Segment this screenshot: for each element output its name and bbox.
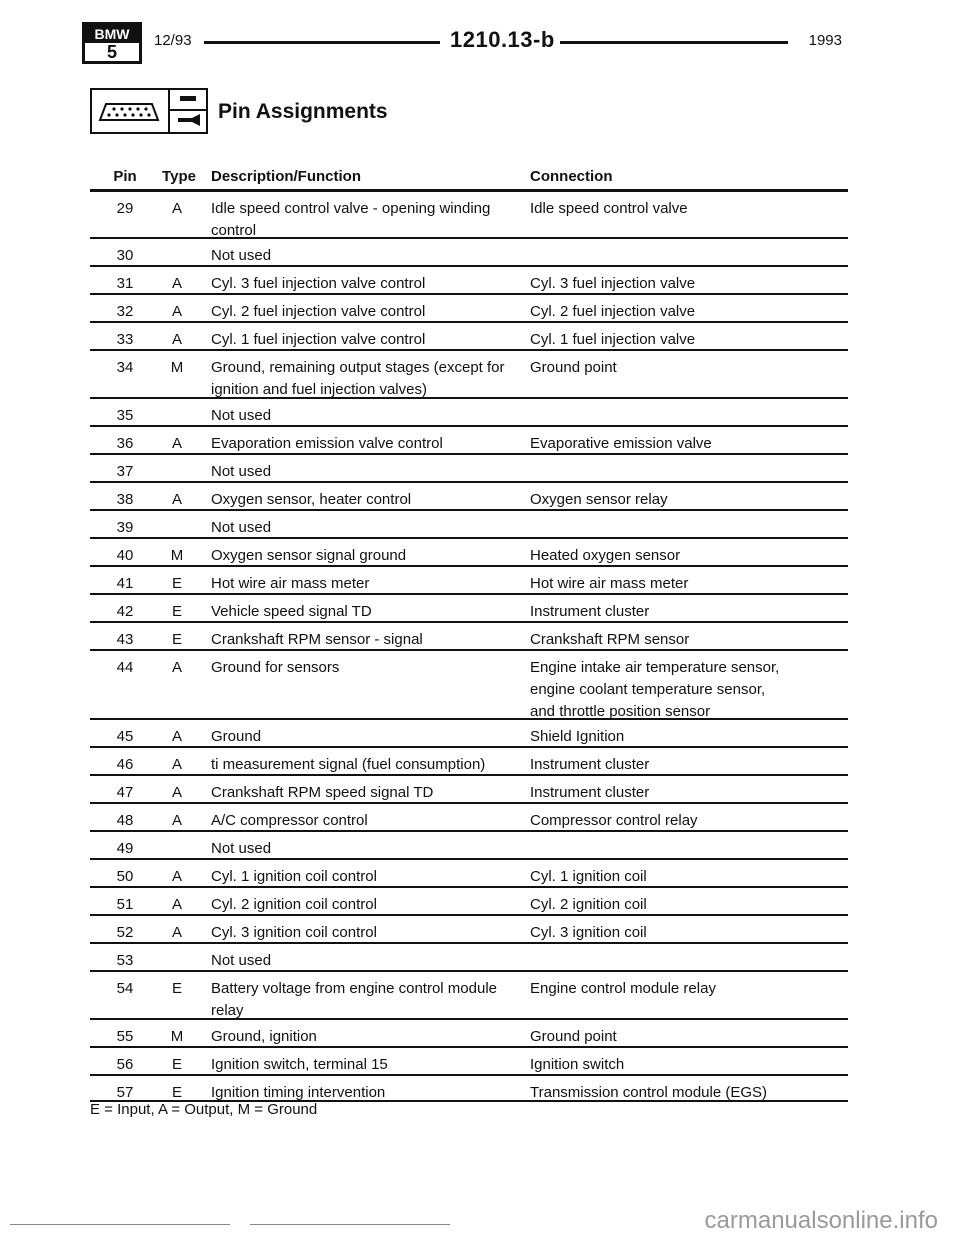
pin-number: 50	[116, 868, 134, 885]
table-row	[90, 802, 848, 830]
connection-line: Instrument cluster	[530, 603, 650, 620]
pin-type: M	[170, 359, 184, 376]
pin-description	[211, 1054, 521, 1076]
description-line: Battery voltage from engine control module	[211, 980, 497, 997]
scan-artifact	[250, 1224, 450, 1225]
table-row	[90, 1074, 848, 1102]
column-header-type: Type	[162, 168, 196, 185]
pin-type: A	[171, 784, 182, 801]
pin-description	[211, 601, 521, 623]
description-line: Not used	[211, 247, 272, 264]
pin-number: 33	[116, 331, 134, 348]
pin-number: 56	[116, 1056, 134, 1073]
pin-type: A	[171, 303, 182, 320]
header-date: 12/93	[154, 32, 192, 49]
table-row	[90, 858, 848, 886]
description-line: Ground, remaining output stages (except for	[211, 359, 505, 376]
pin-number: 47	[116, 784, 134, 801]
table-row	[90, 942, 848, 970]
pin-number: 45	[116, 728, 134, 745]
description-line: Ignition switch, terminal 15	[211, 1056, 388, 1073]
logo-brand: BMW	[85, 25, 139, 43]
pin-number: 51	[116, 896, 134, 913]
table-row	[90, 509, 848, 537]
pin-number: 38	[116, 491, 134, 508]
table-row	[90, 746, 848, 774]
description-line: Ignition timing intervention	[211, 1084, 386, 1101]
pin-description	[211, 517, 521, 539]
connection-line: Engine intake air temperature sensor,	[530, 659, 780, 676]
pin-description	[211, 866, 521, 888]
table-row	[90, 265, 848, 293]
pin-connection	[530, 329, 848, 351]
pin-connection	[530, 1082, 848, 1104]
description-line: Hot wire air mass meter	[211, 575, 370, 592]
logo-series: 5	[106, 42, 117, 62]
table-row	[90, 237, 848, 265]
table-row	[90, 481, 848, 509]
pin-number: 36	[116, 435, 134, 452]
connection-line: engine coolant temperature sensor,	[530, 681, 766, 698]
description-line: Cyl. 1 ignition coil control	[211, 868, 377, 885]
pin-description	[211, 978, 521, 1022]
pin-connection	[530, 978, 848, 1000]
pin-connection	[530, 922, 848, 944]
pin-description	[211, 245, 521, 267]
description-line: Ground	[211, 728, 262, 745]
pin-assignment-table	[90, 189, 848, 1102]
pin-description	[211, 461, 521, 483]
pin-description	[211, 894, 521, 916]
connection-line: Oxygen sensor relay	[530, 491, 668, 508]
connection-line: Crankshaft RPM sensor	[530, 631, 690, 648]
connection-line: Evaporative emission valve	[530, 435, 712, 452]
pin-connection	[530, 433, 848, 455]
pin-description	[211, 573, 521, 595]
pin-description	[211, 545, 521, 567]
pin-connection	[530, 754, 848, 776]
column-header-connection: Connection	[530, 168, 613, 185]
pin-number: 46	[116, 756, 134, 773]
pin-connection	[530, 573, 848, 595]
description-line: Crankshaft RPM sensor - signal	[211, 631, 423, 648]
pin-connection	[530, 657, 848, 723]
pin-description	[211, 922, 521, 944]
connection-line: Instrument cluster	[530, 784, 650, 801]
pin-number: 34	[116, 359, 134, 376]
pin-description	[211, 433, 521, 455]
pin-type: A	[171, 924, 182, 941]
bmw-5-series-logo	[82, 22, 142, 64]
document-code: 1210.13-b	[450, 27, 555, 52]
table-row	[90, 970, 848, 1018]
pin-type: E	[171, 575, 182, 592]
pin-connection	[530, 866, 848, 888]
column-header-pin: Pin	[113, 168, 137, 185]
table-row	[90, 1046, 848, 1074]
connection-line: Transmission control module (EGS)	[530, 1084, 768, 1101]
connection-line: Cyl. 1 fuel injection valve	[530, 331, 696, 348]
description-line: Oxygen sensor signal ground	[211, 547, 407, 564]
pin-type: M	[170, 547, 184, 564]
description-line: Not used	[211, 952, 272, 969]
table-row	[90, 397, 848, 425]
pin-connection	[530, 810, 848, 832]
connection-line: Ground point	[530, 1028, 617, 1045]
description-line: Not used	[211, 407, 272, 424]
pin-description	[211, 950, 521, 972]
description-line: Cyl. 3 ignition coil control	[211, 924, 377, 941]
table-row	[90, 593, 848, 621]
pin-description	[211, 726, 521, 748]
description-line: Not used	[211, 463, 272, 480]
pin-description	[211, 1026, 521, 1048]
pin-type: M	[170, 1028, 184, 1045]
description-line: A/C compressor control	[211, 812, 368, 829]
description-line: Cyl. 3 fuel injection valve control	[211, 275, 426, 292]
connection-line: Heated oxygen sensor	[530, 547, 681, 564]
description-line: ti measurement signal (fuel consumption)	[211, 756, 486, 773]
pin-connection	[530, 489, 848, 511]
pin-number: 57	[116, 1084, 134, 1101]
description-line: Ground, ignition	[211, 1028, 317, 1045]
pin-connection	[530, 1026, 848, 1048]
description-line: Crankshaft RPM speed signal TD	[211, 784, 434, 801]
connection-line: and throttle position sensor	[530, 703, 711, 720]
pin-type: A	[171, 812, 182, 829]
header-year: 1993	[808, 32, 842, 49]
pin-description	[211, 301, 521, 323]
description-line: control	[211, 222, 257, 239]
connection-line: Idle speed control valve	[530, 200, 688, 217]
pin-description	[211, 810, 521, 832]
table-row	[90, 321, 848, 349]
section-title: Pin Assignments	[218, 100, 388, 123]
pin-type: A	[171, 896, 182, 913]
pin-number: 31	[116, 275, 134, 292]
pin-description	[211, 273, 521, 295]
table-row	[90, 565, 848, 593]
pin-type: E	[171, 980, 182, 997]
table-row	[90, 830, 848, 858]
pin-connection	[530, 357, 848, 379]
pin-type: E	[171, 631, 182, 648]
pin-description	[211, 754, 521, 776]
description-line: Oxygen sensor, heater control	[211, 491, 412, 508]
pin-connection	[530, 198, 848, 220]
pin-description	[211, 782, 521, 804]
pin-connection	[530, 726, 848, 748]
pin-type: E	[171, 1056, 182, 1073]
table-row	[90, 349, 848, 397]
pin-type: E	[171, 1084, 182, 1101]
scan-artifact	[10, 1224, 230, 1225]
pin-number: 42	[116, 603, 134, 620]
pin-type: E	[171, 603, 182, 620]
connector-icon	[90, 88, 170, 134]
connection-line: Cyl. 3 ignition coil	[530, 924, 647, 941]
pin-description	[211, 405, 521, 427]
pin-number: 40	[116, 547, 134, 564]
connection-line: Instrument cluster	[530, 756, 650, 773]
pin-description	[211, 329, 521, 351]
pin-connection	[530, 1054, 848, 1076]
column-header-description: Description/Function	[211, 168, 361, 185]
table-row	[90, 621, 848, 649]
pin-description	[211, 657, 521, 679]
connection-line: Compressor control relay	[530, 812, 698, 829]
connection-line: Cyl. 2 ignition coil	[530, 896, 647, 913]
description-line: Idle speed control valve - opening winding	[211, 200, 491, 217]
connection-line: Engine control module relay	[530, 980, 716, 997]
pin-description	[211, 838, 521, 860]
description-line: relay	[211, 1002, 244, 1019]
table-row	[90, 1018, 848, 1046]
pin-description	[211, 357, 521, 401]
pin-number: 48	[116, 812, 134, 829]
pin-type: A	[171, 200, 182, 217]
pin-type: A	[171, 756, 182, 773]
pin-type: A	[171, 728, 182, 745]
pin-connection	[530, 782, 848, 804]
connection-line: Cyl. 1 ignition coil	[530, 868, 647, 885]
pin-number: 53	[116, 952, 134, 969]
pin-description	[211, 489, 521, 511]
description-line: Evaporation emission valve control	[211, 435, 443, 452]
pin-connection	[530, 601, 848, 623]
ground-pin-icon	[168, 88, 208, 134]
pin-number: 44	[116, 659, 134, 676]
pin-number: 54	[116, 980, 134, 997]
pin-number: 52	[116, 924, 134, 941]
pin-number: 37	[116, 463, 134, 480]
pin-connection	[530, 545, 848, 567]
pin-type: A	[171, 275, 182, 292]
pin-number: 39	[116, 519, 134, 536]
pin-connection	[530, 301, 848, 323]
pin-number: 49	[116, 840, 134, 857]
pin-number: 55	[116, 1028, 134, 1045]
watermark: carmanualsonline.info	[704, 1207, 938, 1234]
pin-number: 35	[116, 407, 134, 424]
description-line: Not used	[211, 519, 272, 536]
pin-type: A	[171, 659, 182, 676]
pin-type: A	[171, 435, 182, 452]
header-rule-left	[204, 41, 440, 44]
description-line: Cyl. 2 fuel injection valve control	[211, 303, 426, 320]
table-row	[90, 718, 848, 746]
table-row	[90, 537, 848, 565]
table-row	[90, 293, 848, 321]
table-row	[90, 425, 848, 453]
table-row	[90, 914, 848, 942]
pin-connection	[530, 273, 848, 295]
type-legend: E = Input, A = Output, M = Ground	[90, 1101, 318, 1118]
description-line: Cyl. 2 ignition coil control	[211, 896, 377, 913]
pin-number: 43	[116, 631, 134, 648]
section-heading	[90, 86, 590, 136]
pin-number: 29	[116, 200, 134, 217]
table-row	[90, 453, 848, 481]
description-line: Not used	[211, 840, 272, 857]
connection-line: Shield Ignition	[530, 728, 625, 745]
header-rule-right	[560, 41, 788, 44]
pin-number: 30	[116, 247, 134, 264]
description-line: Vehicle speed signal TD	[211, 603, 372, 620]
connection-line: Cyl. 2 fuel injection valve	[530, 303, 696, 320]
table-row	[90, 774, 848, 802]
connection-line: Ground point	[530, 359, 617, 376]
connection-line: Cyl. 3 fuel injection valve	[530, 275, 696, 292]
pin-type: A	[171, 491, 182, 508]
description-line: ignition and fuel injection valves)	[211, 381, 427, 398]
pin-description	[211, 629, 521, 651]
page-header	[82, 22, 842, 66]
pin-connection	[530, 894, 848, 916]
description-line: Ground for sensors	[211, 659, 340, 676]
pin-number: 41	[116, 575, 134, 592]
table-row	[90, 886, 848, 914]
table-row	[90, 189, 848, 237]
connection-line: Ignition switch	[530, 1056, 625, 1073]
pin-description	[211, 198, 521, 242]
pin-type: A	[171, 331, 182, 348]
pin-number: 32	[116, 303, 134, 320]
pin-connection	[530, 629, 848, 651]
connection-line: Hot wire air mass meter	[530, 575, 689, 592]
description-line: Cyl. 1 fuel injection valve control	[211, 331, 426, 348]
pin-type: A	[171, 868, 182, 885]
table-row	[90, 649, 848, 718]
